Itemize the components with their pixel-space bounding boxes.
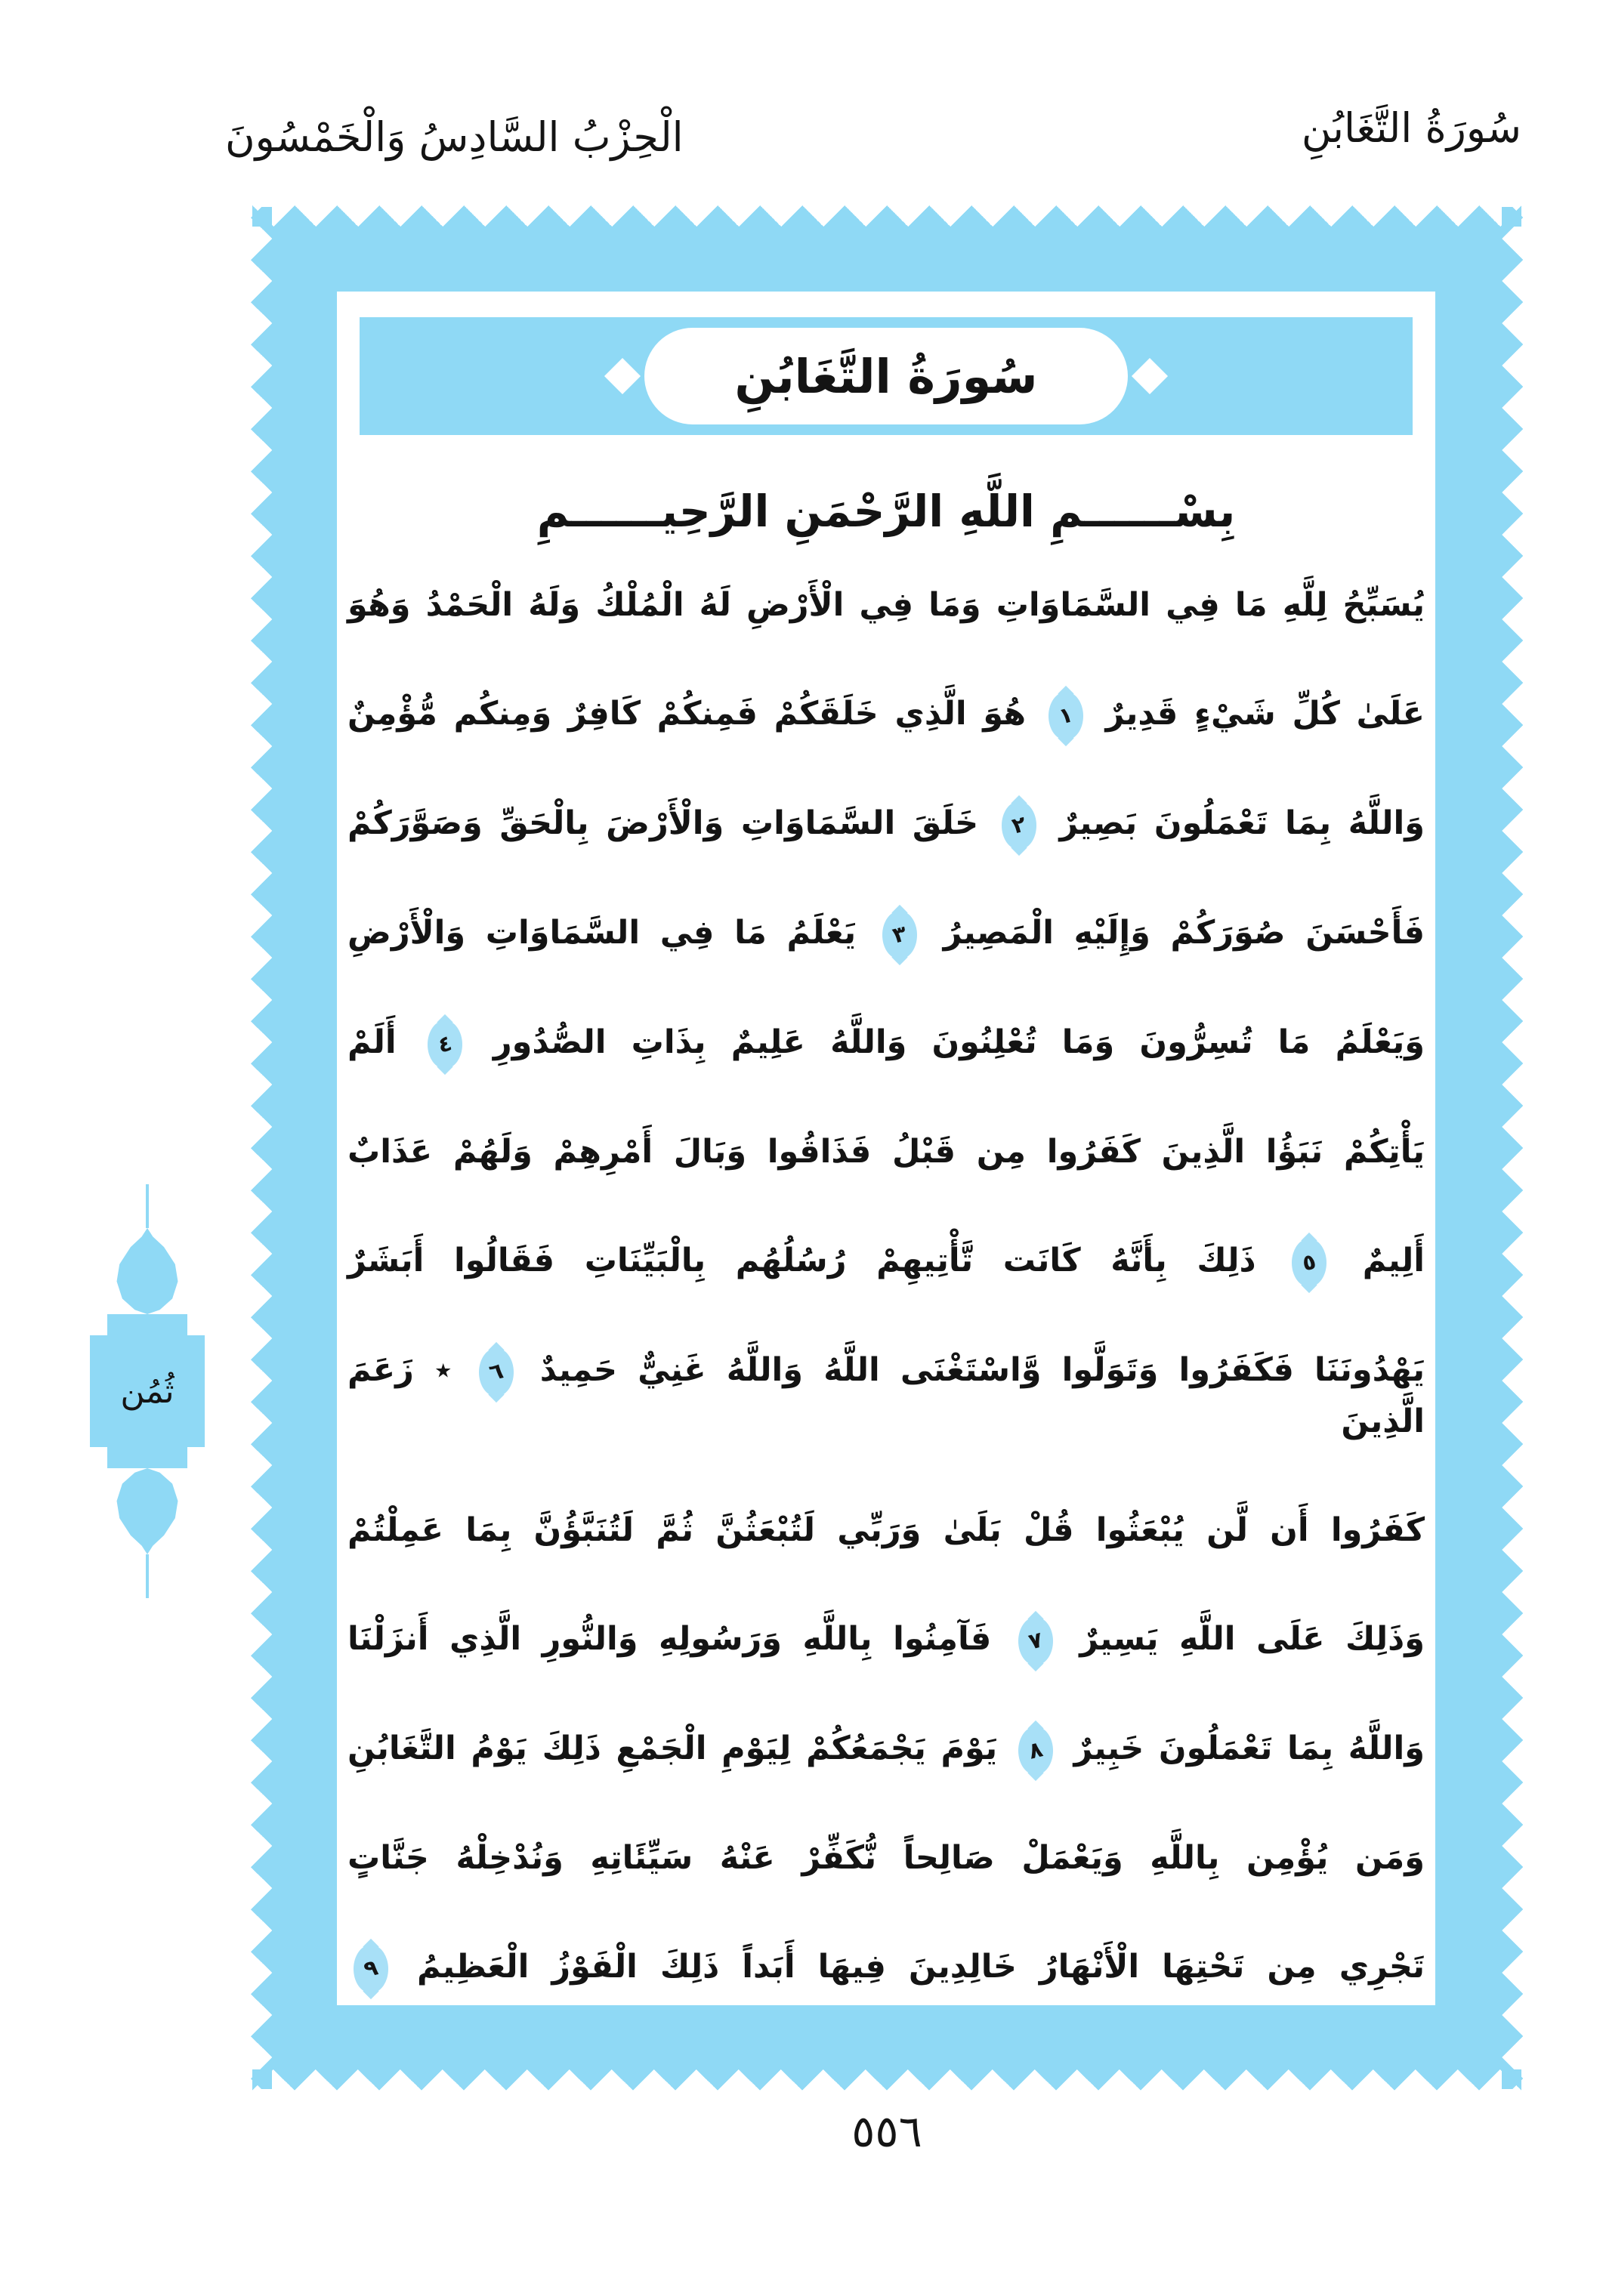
ornament-top-collar bbox=[107, 1314, 187, 1335]
ayah-text: فَآمِنُوا بِاللَّهِ وَرَسُولِهِ وَالنُّورِ الَّذِي أَنزَلْنَا bbox=[347, 1620, 992, 1659]
ayah-text: ذَلِكَ بِأَنَّهُ كَانَت تَّأْتِيهِمْ رُسُلُهُم بِالْبَيِّنَاتِ فَقَالُوا أَبَشَرٌ bbox=[347, 1242, 1256, 1280]
thumn-badge bbox=[90, 1335, 205, 1447]
ornament-bottom-collar bbox=[107, 1447, 187, 1468]
ayah-text-with-hizb-star: ٭ زَعَمَ الَّذِينَ bbox=[347, 1351, 1425, 1440]
ayah-text: يُسَبِّحُ لِلَّهِ مَا فِي السَّمَاوَاتِ وَمَا فِي الْأَرْضِ لَهُ الْمُلْكُ وَلَهُ الْحَمْدُ وَهُوَ bbox=[347, 586, 1425, 624]
quran-line bbox=[347, 689, 1425, 740]
ayah-text: وَاللَّهُ بِمَا تَعْمَلُونَ خَبِيرٌ bbox=[1073, 1730, 1425, 1768]
bismillah-text: بِسْــــــمِ اللَّهِ الرَّحْمَنِ الرَّحِيــــــمِ bbox=[536, 486, 1236, 537]
verse-number: ٧ bbox=[1025, 1626, 1045, 1655]
frame-teeth-bottom bbox=[252, 2069, 1521, 2091]
ayah-text: يَعْلَمُ مَا فِي السَّمَاوَاتِ وَالْأَرْضِ bbox=[347, 914, 857, 952]
ayah-text: وَذَلِكَ عَلَى اللَّهِ يَسِيرٌ bbox=[1079, 1620, 1425, 1659]
verse-marker bbox=[1018, 1727, 1053, 1775]
verse-number: ٢ bbox=[1008, 810, 1029, 839]
ayah-text: عَلَىٰ كُلِّ شَيْءٍ قَدِيرٌ bbox=[1105, 695, 1425, 733]
verse-number: ٥ bbox=[1299, 1248, 1319, 1277]
ayah-text: وَيَعْلَمُ مَا تُسِرُّونَ وَمَا تُعْلِنُونَ وَاللَّهُ عَلِيمٌ بِذَاتِ الصُّدُورِ bbox=[493, 1023, 1425, 1062]
quran-line bbox=[347, 580, 1425, 631]
quran-line bbox=[347, 1833, 1425, 1884]
verse-marker bbox=[1002, 801, 1036, 850]
quran-text-block bbox=[347, 580, 1425, 1993]
verse-number: ٩ bbox=[361, 1954, 381, 1983]
ornament-bottom-dome bbox=[113, 1468, 182, 1554]
ornament-top-line bbox=[146, 1184, 149, 1228]
text-field bbox=[337, 292, 1435, 2005]
ayah-text: أَلِيمٌ bbox=[1362, 1242, 1425, 1280]
ornament-bottom-line bbox=[146, 1554, 149, 1598]
ayah-text: وَاللَّهُ بِمَا تَعْمَلُونَ بَصِيرٌ bbox=[1059, 804, 1425, 843]
quran-line bbox=[347, 1345, 1425, 1446]
verse-marker bbox=[1292, 1239, 1326, 1287]
verse-marker bbox=[428, 1020, 462, 1069]
ayah-text: أَلَمْ bbox=[347, 1023, 397, 1062]
verse-number: ١ bbox=[1055, 701, 1076, 730]
page-number: ٥٥٦ bbox=[851, 2106, 922, 2157]
verse-marker bbox=[1049, 692, 1083, 740]
quran-line bbox=[347, 1724, 1425, 1775]
ayah-text: يَهْدُونَنَا فَكَفَرُوا وَتَوَلَّوا وَّاسْتَغْنَى اللَّهُ وَاللَّهُ غَنِيٌّ حَمِيدٌ bbox=[539, 1351, 1425, 1390]
decorative-frame bbox=[272, 227, 1502, 2069]
quran-line bbox=[347, 798, 1425, 850]
verse-number: ٦ bbox=[486, 1357, 506, 1387]
ayah-text: تَجْرِي مِن تَحْتِهَا الْأَنْهَارُ خَالِدِينَ فِيهَا أَبَداً ذَلِكَ الْفَوْزُ الْعَظِيمُ bbox=[417, 1948, 1425, 1986]
verse-number: ٨ bbox=[1026, 1736, 1045, 1764]
quran-line bbox=[347, 1236, 1425, 1287]
verse-marker bbox=[1018, 1617, 1053, 1665]
ayah-text: وَمَن يُؤْمِن بِاللَّهِ وَيَعْمَلْ صَالِحاً نُّكَفِّرْ عَنْهُ سَيِّئَاتِهِ وَنُدْخِلْهُ جَنَّاتٍ bbox=[347, 1839, 1425, 1878]
frame-teeth-left bbox=[251, 207, 272, 2089]
ayah-text: خَلَقَ السَّمَاوَاتِ وَالْأَرْضَ بِالْحَقِّ وَصَوَّرَكُمْ bbox=[347, 804, 979, 843]
verse-number: ٣ bbox=[890, 920, 910, 949]
hizb-header-label: الْحِزْبُ السَّادِسُ وَالْخَمْسُونَ bbox=[225, 113, 684, 161]
ayah-text: هُوَ الَّذِي خَلَقَكُمْ فَمِنكُمْ كَافِرٌ وَمِنكُم مُّؤْمِنٌ bbox=[347, 695, 1027, 733]
verse-marker bbox=[882, 911, 917, 959]
surah-title-banner bbox=[360, 317, 1413, 435]
verse-number: ٤ bbox=[434, 1029, 455, 1058]
thumn-margin-ornament bbox=[82, 1184, 213, 1625]
ayah-text: يَأْتِكُمْ نَبَؤُا الَّذِينَ كَفَرُوا مِن قَبْلُ فَذَاقُوا وَبَالَ أَمْرِهِمْ وَلَهُمْ عَذَابٌ bbox=[347, 1133, 1425, 1171]
surah-title-cartouche bbox=[644, 328, 1128, 424]
quran-line bbox=[347, 1942, 1425, 1993]
quran-line bbox=[347, 1614, 1425, 1665]
quran-line bbox=[347, 1127, 1425, 1177]
thumn-label: ثُمُن bbox=[120, 1372, 174, 1411]
ornament-top-dome bbox=[113, 1228, 182, 1314]
ayah-text: كَفَرُوا أَن لَّن يُبْعَثُوا قُلْ بَلَىٰ وَرَبِّي لَتُبْعَثُنَّ ثُمَّ لَتُنَبَّؤُنَّ بِمَا عَمِلْتُمْ bbox=[347, 1511, 1425, 1550]
frame-teeth-right bbox=[1502, 207, 1523, 2089]
verse-marker bbox=[479, 1348, 514, 1396]
surah-title-text: سُورَةُ التَّغَابُنِ bbox=[734, 348, 1038, 404]
surah-header-label: سُورَةُ التَّغَابُنِ bbox=[1301, 104, 1521, 152]
frame-teeth-top bbox=[252, 205, 1521, 227]
quran-line bbox=[347, 1017, 1425, 1069]
quran-line bbox=[347, 908, 1425, 959]
ayah-text: يَوْمَ يَجْمَعُكُمْ لِيَوْمِ الْجَمْعِ ذَلِكَ يَوْمُ التَّغَابُنِ bbox=[347, 1730, 998, 1768]
ayah-text: فَأَحْسَنَ صُوَرَكُمْ وَإِلَيْهِ الْمَصِيرُ bbox=[943, 914, 1425, 952]
verse-marker bbox=[354, 1945, 388, 1993]
quran-line bbox=[347, 1505, 1425, 1556]
